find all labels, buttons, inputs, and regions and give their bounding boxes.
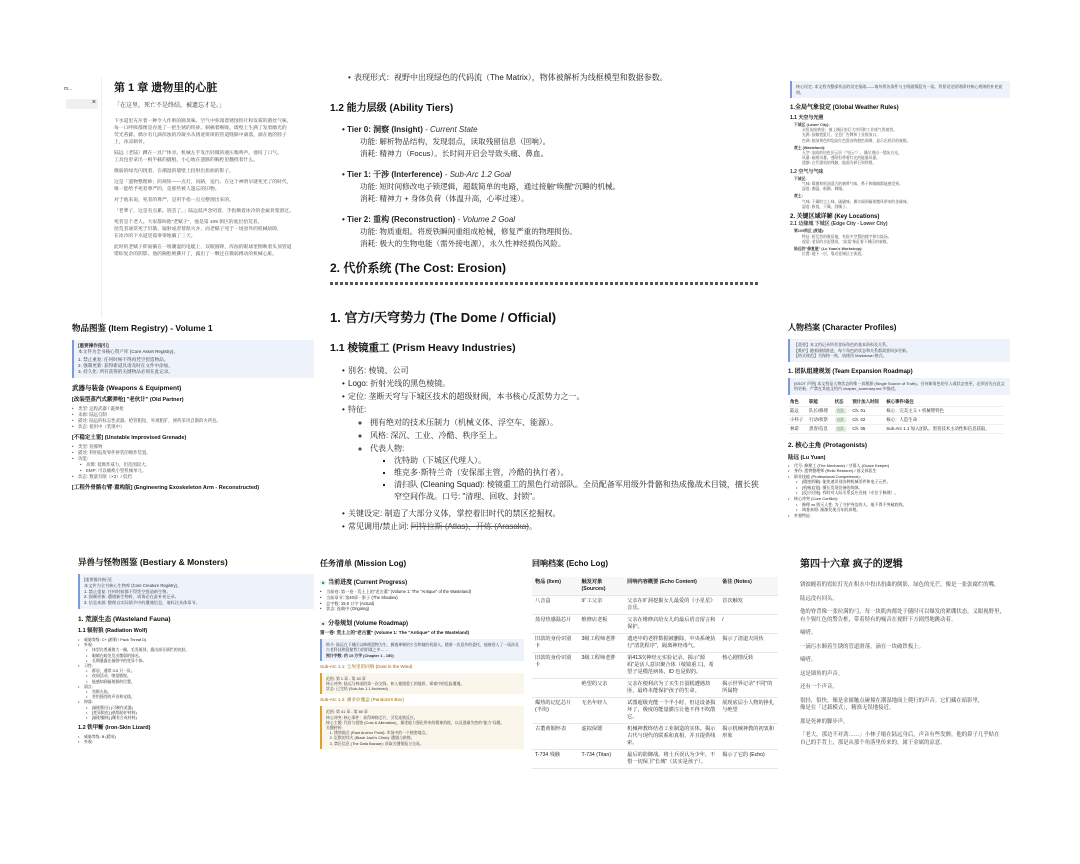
prism-features: • 特征:	[342, 403, 775, 416]
paragraph-line: 荧光苔藓。偶尔有几滴浑浊的冷凝水从锈迹斑斑的管道缝隙中滴落，滴在他的脖子	[114, 133, 287, 138]
echo-cell: 绝望的父亲	[579, 679, 625, 698]
echo-row	[532, 698, 778, 724]
item-attribute: • 来源: 陆远自制	[72, 412, 314, 418]
paragraph-line: 在冰冷的下水道里孤零零地躺了三天。	[114, 234, 196, 239]
paragraph-line: 每一口呼吸都像是吞进了一把生锈的铁砂。刺痛着喉咙。墙壁上生满了发着幽光的	[114, 126, 287, 131]
profile-attribute: • 职业技能 (Professional Competence):	[788, 474, 1010, 480]
cutoff-line	[330, 282, 760, 285]
team-cell	[833, 424, 851, 433]
chapter-46-title: 第四十六章 疯子的逻辑	[800, 559, 903, 570]
echo-col-header: 触发对象 (Sources)	[579, 577, 625, 596]
team-row	[788, 415, 1004, 424]
paragraph-line: 对于他来说，死者的尊严，是用手指一点点整理出来的。	[114, 198, 234, 203]
sub-arc-1-2-desc: 范围: 第 41 章 - 第 80 章 核心冲突: 核心事件：获得神秘芯片，引发连锁反应。 核心主题: 代价与侵蚀 (Cost & Alienation)，描述能力强化带来的精神消耗，以及逐渐失控的"能力"问题。 关键转折: 1. 锈蚀锚点 (Rust Anchor Point): 市场中的一个秘密地点。 2. 沉默的烈火 (Black Jack's Clinic): 遭遇与救赎。 3. 禁区信息 (The Data Bazaar): 获取关键情报与交易。	[320, 706, 524, 748]
setting-item: 气味: 干燥的尘土味、硫磺味，偶尔闻到辐射微风带来的金属味。	[802, 199, 911, 204]
setting-item: 风暴: 辐射风暴，透明但带着红光的能量风暴。	[802, 156, 881, 161]
item-note	[72, 340, 314, 378]
status-badge: 在队	[836, 425, 845, 431]
rule-step: 1. 禁止重复: 任何时候不得再凭空捏造物品。	[78, 357, 169, 362]
sub-arc-1-1: Sub-Arc 1.1: 尘埃里的回响 (Dust in the Wind)	[320, 663, 413, 669]
tier-cost: 消耗: 极大的生物电能（需外接电源），永久性神经损伤风险。	[360, 239, 566, 248]
bestiary-note: [重要操作指引] 本文件为全书核心生物库 (Core Creature Registry)。 1. 禁止重复: 任何时候都不得凭空捏造新生物。 2. 强制更新: 遭遇新生物时，请务必在此补充记录。 3. 信息来源: 整理自实际情节中的遭遇信息，请标注具体章节。	[78, 574, 314, 609]
paragraph-line: 锈蚀缠着的霓虹灯光在积水中投出扭曲的倒影，绿色的光芒，像是一张张腐烂的嘴。	[800, 582, 1000, 588]
profile-note: 【维护】随着剧情推进，每个角色的状态和关系都需要同步更新。	[794, 347, 910, 353]
creature-attribute: • 掉落:	[78, 699, 314, 704]
setting-item: 遗骸: 古代建筑的残骸，地面为碎石和铁锈。	[802, 161, 877, 166]
team-cell: 陆远	[788, 406, 807, 415]
item-registry-title: 物品图鉴 (Item Registry) - Volume 1	[72, 323, 213, 333]
profile-attribute: • 修理 vs 毁灭人性: 为了守护身边的人，他不得不突破底线。	[796, 502, 1010, 508]
echo-cell: 维修店老板	[579, 615, 625, 634]
team-cell: 核心：完美主义 + 机械臂特色	[884, 406, 1004, 415]
status-badge: 在队	[836, 407, 845, 413]
echo-cell: 父亲在维修店给女儿的最后语音留言和保护。	[624, 615, 719, 634]
page-ability-tiers	[330, 72, 770, 304]
echo-cell: 机械神教终结者工业制造的实体。揭示古代与现代的联系和真相，并且提供线索。	[624, 724, 719, 750]
echo-cell: 3级工程师老胖	[579, 634, 625, 653]
creature-attribute: • 体型比普通狼大一圈，毛发斑驳，露出部分溃烂的皮肤。	[86, 647, 314, 652]
team-cell: Ch. 01	[850, 406, 884, 415]
echo-cell: 展现底层小人物的挣扎与绝望	[719, 698, 778, 724]
profile-attribute: • 调查真相: 渐渐发现当年的真相。	[796, 507, 1010, 513]
echo-cell: 揭示机械神教的初衷和形象	[719, 724, 778, 750]
page-echo-log	[532, 556, 778, 801]
rule-step: 3. 持久化: 所有获得的关键物品必须在此记录。	[78, 369, 173, 374]
echo-cell: 爆热的记忆芯片 (半块)	[532, 698, 579, 724]
section-key-locations: 2. 关键区域详解 (Key Locations)	[790, 214, 880, 221]
team-col-header: 职能	[807, 398, 832, 407]
profile-note: 【重要】本文档记录所有登场角色的基本资料及关系。	[794, 342, 890, 347]
echo-cell: 首次触发	[719, 596, 778, 615]
paragraph-line: 陆远（老陆）蹲在一具尸体旁。机械左手发出轻微的液压嗡鸣声。他叹了口气。	[114, 151, 282, 156]
item-attribute: • 状态: 使用中（装填中）	[72, 424, 314, 430]
team-col-header: 角色	[788, 398, 807, 407]
creature-attribute: • [变异狼皮] (低级防护材料)	[86, 710, 314, 715]
turning-point: 2. 沉默的烈火 (Black Jack's Clinic): 遭遇与救赎。	[334, 735, 520, 740]
tier-name: • Tier 0: 洞察 (Insight) - Current State	[342, 125, 478, 134]
item-attribute: • EMP: 可以瘫痪小型机械单元。	[80, 468, 314, 474]
team-col-header: 核心事件/备注	[884, 398, 1004, 407]
paragraph-line: 拾荒者通常死于饥饿、辐射或者帮派火并，而老赋子死于一场意外的机械故障，	[114, 227, 282, 232]
progress-item: • 总字数: 15.0 万字 (Actual)	[320, 601, 524, 607]
setting-item: 永恒灰暗黄昏。被上城区的巨大穹顶和工业废气所遮挡。	[802, 128, 897, 133]
paragraph-line: 错综复杂的阴影。他的胸腔被撕开了，露出了一颗还在微弱搏动的机械心脏。	[114, 252, 278, 257]
item-attribute: • 功能:	[72, 456, 314, 462]
setting-item: 湿度: 潮湿、粘稠、刺眼。	[802, 187, 846, 192]
wasteland-fauna: 1. 荒原生态 (Wasteland Fauna)	[78, 615, 171, 623]
paragraph-line: 这是「遗物整理师」的规矩——点灯，问路，送行。在这个神明早就死光了的时代，	[114, 180, 292, 185]
setting-heading: 下城区:	[794, 176, 807, 181]
team-cell	[833, 415, 851, 424]
paragraph-line: 唯一能给予死者尊严的，是那些被人遗忘的旧物。	[114, 187, 220, 192]
close-icon[interactable]: ×	[66, 99, 98, 109]
paragraph-line: 「老爹子，这是有点累。别丢了。」陆远低声念叨着，手指顺着冰冷的金属骨架滑过。	[114, 209, 294, 214]
team-cell: 队长/修理	[807, 406, 832, 415]
profile-attribute: • 核心冲突 (Core Conflict):	[788, 496, 1010, 502]
sub-air: 1.2 空气与气味	[790, 168, 824, 175]
profile-attribute: • 身份: 遗物整理师 (Relic Restorer) / 前义体医生	[788, 468, 1010, 474]
page-character-profiles	[788, 318, 1010, 558]
prism-key: • 关键设定: 制造了大部分义体，掌控着旧时代的禁区挖掘权。	[342, 507, 775, 520]
section-weapons: 武器与装备 (Weapons & Equipment)	[72, 385, 182, 392]
setting-item: 位置: 地下一层，靠近老城区主街道。	[802, 252, 865, 257]
volume-roadmap: ■ 分卷规划 (Volume Roadmap)	[322, 621, 408, 628]
prism-position: • 定位: 垄断天穹与下城区技术的超级财阀，本书核心反派势力之一。	[342, 390, 775, 403]
echo-cell: 试图超级充能一个半小时，但这设备损坏了，极度的能量灌注让他不得不吹散它。	[624, 698, 719, 724]
representative: ▪ 沈特助（下城区代理人）。	[394, 455, 764, 467]
item-attribute: • 描述: 利用报废零件拼装的爆炸装置。	[72, 450, 314, 456]
setting-item: 天空: 灰暗的铅色层云层（"铅云"），偶尔透出一缕灰白光。	[802, 151, 902, 156]
creature-attribute: • [辐射腺体] (稀有合成材料)	[86, 715, 314, 720]
paragraph-line: 有个猩红色的警告框，带着特有的噪音在视野下方剧烈地跳动着。	[800, 616, 957, 623]
profile-attribute: • [机械直觉]: 擅长发现设备的故障。	[796, 485, 1010, 491]
paragraph-line: 上，冰凉刺骨。	[114, 140, 148, 145]
team-cell: 小杯子	[788, 415, 807, 424]
echo-row	[532, 615, 778, 634]
weapon-exo-arm: [工程外骨骼右臂·重构版] (Engineering Exoskeleton Arm - Reconstructed)	[72, 485, 260, 491]
tier-function: 功能: 物质重组。将废铁瞬间重组成枪械，修复严重的物理损伤。	[360, 227, 577, 236]
prism-heading: 1.1 棱镜重工 (Prism Heavy Industries)	[330, 342, 516, 354]
representative: ▪ 清扫队 (Cleaning Squad): 棱镜重工的黑色行动部队。全员配备军用级外骨骼和热成像战术目镜，擅长狭窄空间作战。口号: "清理、回收、封锁"。	[394, 479, 764, 503]
setting-item: 视觉: 老旧的水泥建筑，"高架"象征着下城区的衰败。	[802, 239, 891, 244]
section-ability-tiers: 1.2 能力层级 (Ability Tiers)	[330, 103, 454, 114]
echo-title: 回响档案 (Echo Log)	[532, 559, 608, 568]
sub-arc-1-2: Sub-Arc 1.2: 潘多拉魔盒 (Pandora's Box)	[320, 697, 404, 703]
section-global-weather: 1.全局气象设定 (Global Weather Rules)	[790, 105, 899, 111]
creature-attribute: • 习性:	[78, 663, 314, 668]
echo-row	[532, 724, 778, 750]
echo-row	[532, 634, 778, 653]
page-chapter-46	[800, 556, 1012, 796]
creature-attribute: • 夜间活动，嗅觉敏锐。	[86, 673, 314, 678]
setting-body	[790, 123, 1010, 257]
profile-note: 【格式规范】为保持一致，请使用 Markdown 格式。	[794, 353, 887, 358]
turning-point: 3. 禁区信息 (The Data Bazaar): 获取关键情报与交易。	[334, 741, 520, 746]
roadmap-icon: ■	[322, 621, 325, 627]
item-attribute: • 描述: 陆远的标志性武器。枪管粗短，外观粗犷，弹药采用自制的火药包。	[72, 418, 314, 424]
echo-cell: 无名年轻人	[579, 698, 625, 724]
creature-attribute: • 眼睛在暗处发出微弱的绿光。	[86, 653, 314, 658]
profile-attribute: • 外貌特征:	[788, 513, 1010, 519]
chapter-46-body	[800, 582, 1012, 747]
weapon-old-partner: [改装型蒸汽式霰弹枪] "老伙计" (Old Partner)	[72, 397, 184, 403]
paragraph-line: 很轻，很快，像是金属触点碰撞在潮湿地面上爬行的声音。它们藏在暗影里，	[800, 697, 984, 704]
team-cell: Sub-Arc 1.1 加入团队。黑客技术主动性和信息获取。	[884, 424, 1004, 433]
creature-attribute: • 能感知到辐射源的位置。	[86, 679, 314, 684]
tier-item	[342, 169, 770, 205]
creature-attribute: • [辐射狼牙] (可制作武器)	[86, 705, 314, 710]
bullet-matrix: • 表现形式：视野中出现绿色的代码流（The Matrix），物体被解析为线框模型和数据参数。	[348, 72, 770, 83]
page-world-setting	[790, 78, 1010, 306]
feature-item: ◦ 风格: 深沉、工业、冷酷、秩序至上。	[370, 429, 775, 442]
paragraph-line: 死者是个老人。大家都叫他"老赋子"，他是第 109 街区的底层拾荒者。	[114, 220, 263, 225]
echo-cell: 第413次神经元实验记录。揭示"源码"是活人意识聚合体（棱镜重工)，希望子是模范病体，ID 也是假的。	[624, 653, 719, 679]
setting-item: 气味: 霉菌和机油混合的刺鼻气味，鼻子和眼睛都能感受到。	[802, 182, 903, 187]
creature-attribute: • 威胁等级: B (精英)	[78, 734, 314, 739]
echo-cell: 揭示了清道夫同伙	[719, 634, 778, 653]
echo-cell: 旷工父亲	[579, 596, 625, 615]
item-attribute: • 高爆: 低爆炸威力，但范围较大。	[80, 462, 314, 468]
factions-title: 1. 官方/天穹势力 (The Dome / Official)	[330, 310, 557, 325]
echo-cell: 揭示了它的 (Echo)	[719, 750, 778, 769]
paragraph-line: 自己的手背上，那是从那个角落里传来的，属于金属的凉意。	[800, 739, 946, 746]
paragraph-line: 此时的老赋子仰面躺在一堆潮湿的电缆上，双眼圆睁，浑浊的眼球里倒映着头顶管道	[114, 245, 292, 250]
creature-attribute: • 畏惧火焰。	[86, 689, 314, 694]
creature-attribute: • 群居，通常 3-5 只一队。	[86, 668, 314, 673]
setting-heading: 陆远的"修复屋" (Lu Yuan's Workshop):	[794, 247, 863, 252]
item-note-title: [重要操作指引]	[78, 343, 109, 348]
team-row	[788, 424, 1004, 433]
item-note-body: 本文件为全书核心资产库 (Core Asset Registry)。	[78, 349, 179, 354]
team-cell: 核心：人造生命	[884, 415, 1004, 424]
echo-cell: T-734 (Titan)	[579, 750, 625, 769]
team-cell: Ch. 05	[850, 424, 884, 433]
paragraph-line: 「老大，那边不对劲……」小林子缩在陆远身后，声音有些发颤。他的鼻子几乎贴在	[800, 732, 1000, 738]
echo-cell: 遗迹中的老胖数据被删除，中央系统执行"清洗程序"，隔离神经毒气。	[624, 634, 719, 653]
team-table	[788, 398, 1004, 434]
tier-name: • Tier 2: 重构 (Reconstruction) - Volume 2 Goal	[342, 215, 516, 224]
team-roadmap: 1. 团队组建规划 (Team Expansion Roadmap)	[788, 368, 913, 375]
echo-cell: 旧款的身份识别卡	[532, 653, 579, 679]
profile-attribute: • 代号: 修理工 (The Mechanic) / 守墓人 (Grave Keeper)	[788, 463, 1010, 469]
echo-cell: T-734 残骸	[532, 750, 579, 769]
tier-function: 功能: 短时间修改电子锁逻辑，超载简单的电路，通过接触"唤醒"沉睡的机械。	[360, 182, 621, 191]
creature-attribute: • 弱点:	[78, 684, 314, 689]
team-cell: Ch. 02	[850, 415, 884, 424]
setting-item: 光源: 依赖霓虹灯、全息广告牌和工业排放口。	[802, 133, 881, 138]
echo-cell: 古董黄铜怀表	[532, 724, 579, 750]
representative: ▪ 维克多·斯特兰奇（安保部主管，冷酷的执行者）。	[394, 467, 764, 479]
character-title: 人物档案 (Character Profiles)	[788, 323, 897, 332]
page-chapter-1	[62, 78, 308, 348]
prism-logo: • Logo: 折射光线的黑色棱镜。	[342, 377, 775, 390]
echo-cell: 蒸母热感温芯片	[532, 615, 579, 634]
profile-attribute: • [反应迟钝]: 有时对人际关系反应迟钝（专注于修理）。	[796, 490, 1010, 496]
mission-title: 任务清单 (Mission Log)	[320, 559, 407, 568]
tier-cost: 消耗: 精神力（Focus）。长时间开启会导致头痛、鼻血。	[360, 149, 549, 158]
echo-col-header: 物品 (Item)	[532, 577, 579, 596]
setting-heading: 废土:	[794, 194, 803, 199]
tier-function: 功能: 解析物品结构，发现弱点，读取残留信息（回响）。	[360, 137, 551, 146]
team-cell: 黑客/信息	[807, 424, 832, 433]
echo-cell: 父亲在旷洞挖掘女儿最爱的《小星星》音乐。	[624, 596, 719, 615]
setting-item: 湿度: 极低，干燥，刮嗓子。	[802, 204, 850, 209]
progress-item: • 当前卷: 第一卷 · 荒土上的"老古董" (Volume 1: The "Antique" of the Wasteland)	[320, 589, 524, 595]
paragraph-line: 一滴污水顺着生锈的管道滑落，滴在一块破铁板上。	[800, 643, 924, 650]
team-col-header: 状态	[833, 398, 851, 407]
sidebar-strip	[62, 78, 102, 348]
setting-item: 色调: 脏绿黄色和危险红色混杂的橙色调调，显示出底层的衰败。	[802, 138, 911, 143]
echo-cell: 3级工程师老胖	[579, 653, 625, 679]
echo-cell: 最后的防御战。将士兵误认为少年，不惜一切保卫"长城"（其实是孩子）。	[624, 750, 719, 769]
feature-item: ◦ 拥有绝对的技术压制力（机械义体、浮空车、能源）。	[370, 416, 775, 429]
current-progress: ■ 当前进度 (Current Progress)	[322, 580, 408, 586]
paragraph-line: 嘀嗒。	[800, 630, 817, 636]
echo-col-header: 回响内容概要 (Echo Content)	[624, 577, 719, 596]
prism-common-words: • 常见调用/禁止词: 阿特拉斯 (Atlas)、开炼 (Arasaka)。	[342, 520, 775, 533]
profile-attribute: • [精密拆解]: 能快速识别各种机械零件和电子元件。	[796, 479, 1010, 485]
chapter-quote: 「在这里，死亡不是终结，被遗忘才是。」	[114, 103, 226, 109]
chapter-body	[114, 118, 304, 258]
ssot-note: [SSOT 声明] 本文档是人物状态的唯一真理源 (Single Source of Truth)。任何新角色的引入或状态变更，必须首先在此文档更新，严禁在其他文档内 chapter_summary.md 中描述。	[788, 378, 1010, 395]
team-cell	[833, 406, 851, 415]
tier-list	[330, 124, 770, 250]
paragraph-line: 他的脊背像一张拉满的弓，每一块肌肉都处于随时可以爆发的紧绷状态。义眼视野里，	[800, 609, 1005, 615]
creature-attribute: • 威胁等级: C+ (群狼 / Pack Threat D)	[78, 637, 314, 642]
paragraph-line: 这是墙角的声音。	[800, 670, 844, 677]
banned-words: 阿特拉斯 (Atlas)、开炼 (Arasaka)	[410, 522, 529, 531]
turning-point: 1. 锈蚀锚点 (Rust Anchor Point): 市场中的一个秘密地点。	[334, 730, 520, 735]
radiation-wolf: 1.1 辐射狼 (Radiation Wolf)	[78, 627, 148, 634]
item-attribute: • 状态: 数量有限（×3）/ 低档	[72, 474, 314, 480]
bestiary-title: 异兽与怪物图鉴 (Bestiary & Monsters)	[78, 557, 228, 567]
echo-cell: 揭示世界记录"不同"的所属物	[719, 679, 778, 698]
creature-attribute: • 害怕强烈的声音和光线。	[86, 694, 314, 699]
paragraph-line: 微弱的绿光闪现着，在潮湿的墙壁上投射出扭曲的影子。	[114, 169, 234, 174]
echo-cell: 父亲在便利店为了买生日蛋糕遭遇劫匪，最终未能保护孩子的生命。	[624, 679, 719, 698]
setting-item: 特征: 拾荒者的聚居地，有很多空置的楼宇和垃圾场。	[802, 234, 892, 239]
team-cell: 林诺	[788, 424, 807, 433]
item-attribute: • 类型: 远程武器 / 霰弹枪	[72, 406, 314, 412]
echo-cell: 旧款的身份识别卡	[532, 634, 579, 653]
progress-item: • 当前章节: 第40章 · 影子 (The Shadow)	[320, 595, 524, 601]
sidebar-tab-label[interactable]: m...	[64, 86, 73, 92]
lu-yuan-name: 陆远 (Lu Yuan)	[788, 454, 826, 461]
setting-heading: 下城区 (Lower City):	[794, 123, 830, 127]
progress-item: • 状态: 连载中 (Ongoing)	[320, 606, 524, 612]
echo-cell: 虚拟保镖	[579, 724, 625, 750]
creature-attribute: • 外观:	[78, 739, 314, 744]
team-col-header: 预计加入时间	[850, 398, 884, 407]
echo-table	[532, 577, 778, 769]
setting-heading: 第109街区 (废墟):	[794, 229, 825, 234]
weapon-grenade: [不稳定土雷] (Unstable Improvised Grenade)	[72, 435, 187, 441]
item-attribute: • 类型: 投掷物	[72, 444, 314, 450]
paragraph-line: 像是在「过载模式」，精准无误地接近。	[800, 705, 895, 711]
echo-row	[532, 750, 778, 769]
progress-icon: ■	[322, 580, 325, 585]
iron-skin-lizard: 1.2 铁甲蜥 (Iron-Skin Lizard)	[78, 725, 151, 732]
tier-item	[342, 124, 770, 160]
status-badge: 在队	[836, 416, 845, 422]
paragraph-line: 嘀嗒。	[800, 657, 817, 663]
volume-1: 第一卷: 荒土上的"老古董" (Volume 1: The "Antique" of the Wasteland)	[320, 630, 470, 636]
sub-edge-city: 2.1 边缘城 下城区 (Edge City - Lower City)	[790, 221, 888, 228]
paragraph-line: 那是死神的脚步声。	[800, 718, 849, 725]
page-mission-log	[320, 556, 524, 796]
echo-cell: 八音盒	[532, 596, 579, 615]
section-cost: 2. 代价系统 (The Cost: Erosion)	[330, 261, 507, 275]
rule-step: 2. 强制更新: 获得新道具请及时在文件中添加。	[78, 363, 173, 368]
team-cell: 行动/侦察	[807, 415, 832, 424]
creature-attribute: • 外观:	[78, 642, 314, 647]
tier-item	[342, 214, 770, 250]
paragraph-line: 下水道里充斥着一种令人作呕的腐臭味。空气中弥漫着锈蚀铁片和发霉的菌丝气味，	[114, 119, 292, 124]
sub-sky: 1.1 天空与光照	[790, 115, 824, 121]
echo-row	[532, 596, 778, 615]
feature-item: ◦ 代表人物:	[370, 442, 775, 455]
prism-alias: • 别名: 棱镜、公司	[342, 364, 775, 377]
echo-row	[532, 679, 778, 698]
volume-desc: 简介: 陆远在下城区以修理遗物为生，偶遇神秘的少女和她的机器人。随着一次意外的委托，他被卷入了一场涉及古老科技和隐秘势力的阴谋之中…… 预计字数: 约 15 万字 (Chapter 1 - 150)	[320, 639, 524, 661]
header-note: 核心设定: 本文档为整部作品的设定基础——请勿将各条件与主线剧情混为一谈。背景设定原则即对核心规则的补充说明。	[790, 81, 1010, 98]
echo-row	[532, 653, 778, 679]
page-item-registry	[72, 318, 314, 550]
chapter-title: 第 1 章 遗物里的心脏	[114, 82, 218, 94]
paragraph-line: 还有一个声音。	[800, 684, 838, 690]
team-row	[788, 406, 1004, 415]
echo-col-header: 备注 (Notes)	[719, 577, 778, 596]
sub-arc-1-1-desc: 范围: 第 1 章 - 第 40 章 核心冲突: 陆远与林诺的第一次交锋，初入棱镜重工的地界，探索中的危险遭遇。 状态: 已完结 (Sub-Arc 1.1 Archived)	[320, 673, 524, 695]
tier-name: • Tier 1: 干涉 (Interference) - Sub-Arc 1.2 Goal	[342, 170, 511, 179]
echo-cell: 核心剧情反转	[719, 653, 778, 679]
paragraph-line: 陆远没有回头。	[800, 595, 838, 602]
creature-attribute: • 长期暴露在辐射中的变异个体。	[86, 658, 314, 663]
echo-cell	[532, 679, 579, 698]
setting-heading: 废土 (Wasteland):	[794, 145, 826, 150]
page-factions	[330, 308, 775, 542]
page-bestiary	[78, 552, 314, 794]
protagonists-heading: 2. 核心主角 (Protagonists)	[788, 441, 868, 449]
tier-cost: 消耗: 精神力 + 身体负荷（体温升高，心率过速）。	[360, 194, 529, 203]
echo-cell: /	[719, 615, 778, 634]
character-notes	[788, 339, 1010, 362]
paragraph-line: 工具包里拿出一根半截的撬棍，小心地在遗骸的胸腔里翻找着什么。	[114, 158, 258, 163]
